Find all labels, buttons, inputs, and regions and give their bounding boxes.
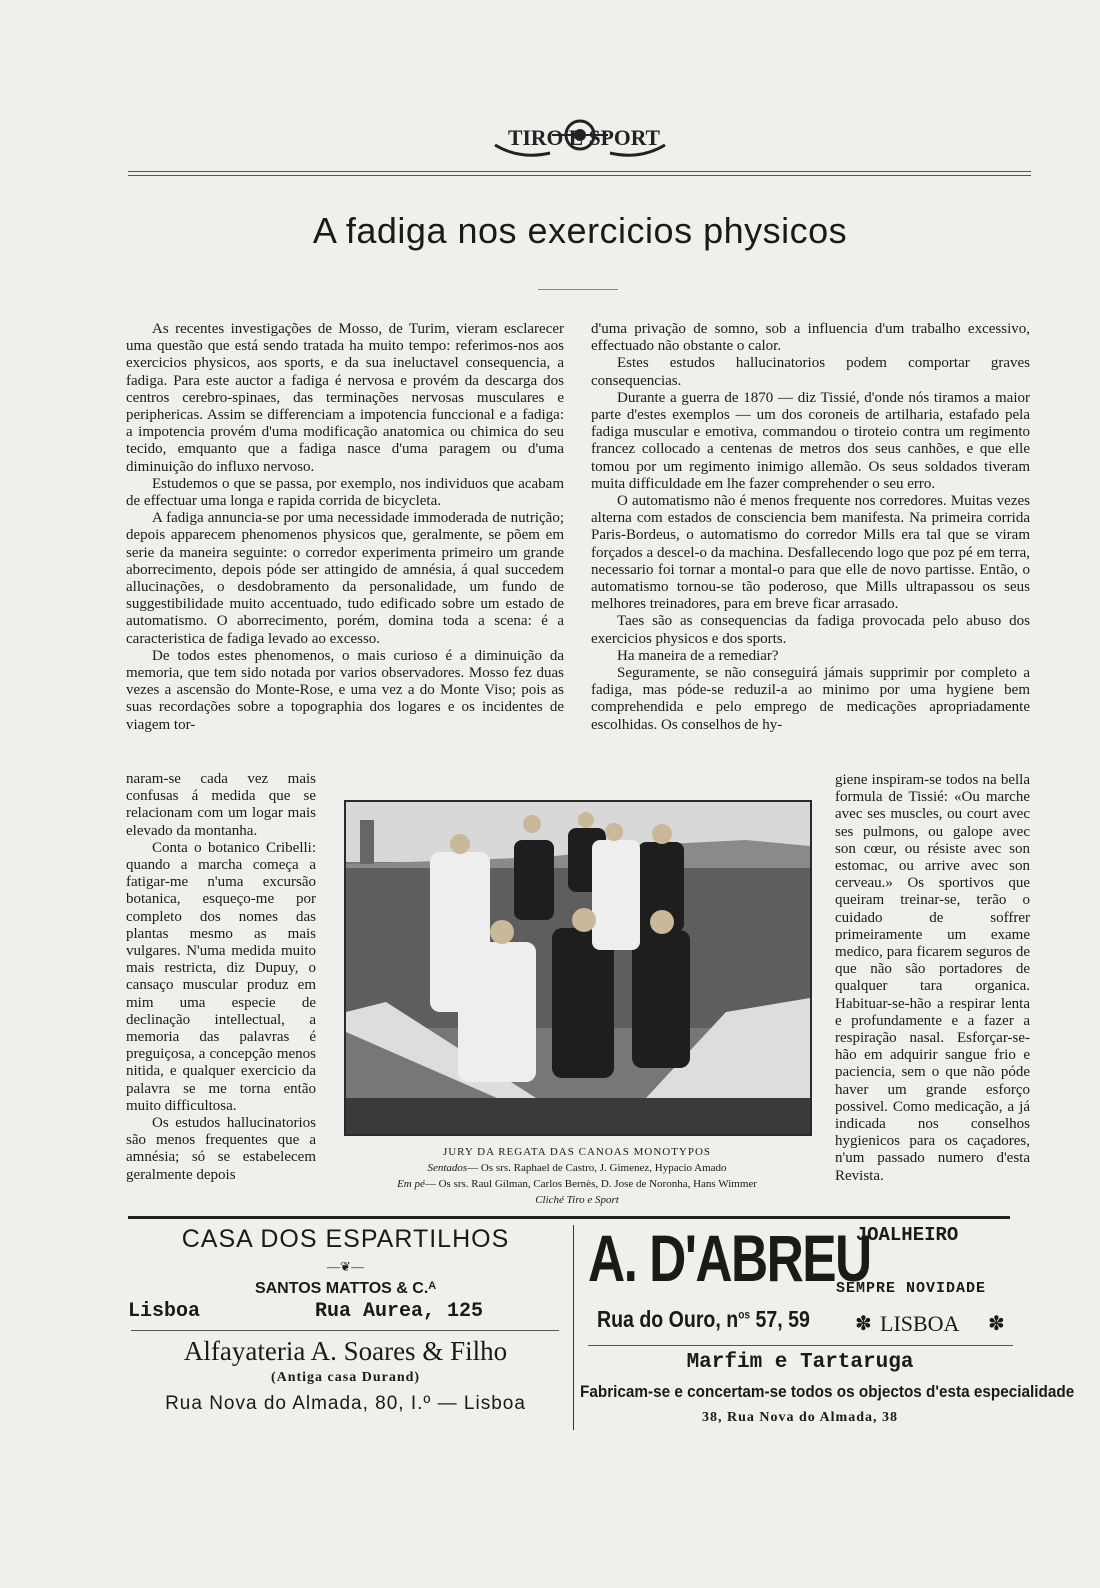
ad-dabreu-city: LISBOA: [880, 1311, 960, 1336]
paragraph: Estes estudos hallucinatorios podem comportar graves consequencias.: [591, 355, 1030, 389]
ad-street: Rua Aurea, 125: [315, 1300, 484, 1323]
paragraph: Durante a guerra de 1870 — diz Tissié, d'onde nós tiramos a maior parte d'estes exemplos — um dos coroneis de artilharia, estafado pela fadiga muscular e emotiva, commandou o tiroteio contra um regimento francez collocado a centenas de metros dos seus canhões, e que elle tomou por um regimento inimigo allemão. Os seus soldados tiveram muita difficuldade em lhe fazer comprehender o seu erro.: [591, 389, 1030, 492]
header-rule: [128, 171, 1031, 172]
ads-divider: [573, 1225, 574, 1430]
article-column-left-narrow: [126, 771, 316, 1184]
ads-top-rule: [128, 1216, 1010, 1219]
ad-ornament: —❦—: [327, 1259, 364, 1274]
caption-seated: Sentados— Os srs. Raphael de Castro, J. Gimenez, Hypacio Amado: [427, 1162, 727, 1174]
ad-dabreu-tagline: SEMPRE NOVIDADE: [835, 1280, 987, 1297]
ad-owner: SANTOS MATTOS & C.ᴬ: [254, 1280, 437, 1297]
article-title: A fadiga nos exercicios physicos: [312, 210, 848, 251]
paragraph: Taes são as consequencias da fadiga provocada pelo abuso dos exercicios physicos e dos sports.: [591, 613, 1030, 647]
ad-alfayateria-sub: (Antiga casa Durand): [270, 1370, 421, 1385]
masthead-logo-text: TIRO E SPORT: [508, 125, 661, 150]
paragraph: As recentes investigações de Mosso, de Turim, vieram esclarecer uma questão que está sendo tratada ha muito tempo: referimos-nos aos exercicios physicos, aos sports, e da sua ineluctavel consequencia, a fadiga. Para este auctor a fadiga é nervosa e provém da descarga dos centros cerebro-spinaes, das terminações nervosas musculares e periphericas. Assim se differenciam a impotencia funccional e a fadiga: a impotencia provém d'uma modificação anatomica ou chimica do seu tecido, emquanto que a fadiga nasce d'uma paragem ou d'uma diminuição do influxo nervoso.: [126, 321, 564, 475]
paragraph: naram-se cada vez mais confusas á medida que se relacionam com um logar mais elevado da montanha.: [126, 771, 316, 839]
ad-city: Lisboa: [128, 1300, 201, 1323]
caption-credit: Cliché Tiro e Sport: [535, 1194, 619, 1206]
paragraph: O automatismo não é menos frequente nos corredores. Muitas vezes alterna com estados de consciencia bem manifesta. Na primeira corrida Paris-Bordeus, o automatismo do corredor Mills era tal que se viram forçados a descel-o da machina. Desfallecendo logo que poz pé em terra, necessario foi tornar a montal-o para que elle de novo partisse. Então, o automatismo tornou-se tão poderoso, que Mills ultrapassou os seus melhores treinadores, para em breve ficar arrasado.: [591, 493, 1030, 613]
ad-dabreu-line3: Fabricam-se e concertam-se todos os objectos d'esta especialidade: [580, 1382, 1075, 1401]
article-column-left: [126, 321, 564, 734]
paragraph: Conta o botanico Cribelli: quando a marcha começa a fatigar-me n'uma excursão botanica, esqueço-me por completo dos nomes das plantas mesmo as mais vulgares. N'uma medida muito mais restricta, diz Dupuy, o cansaço muscular produz em mim uma especie de declinação intellectual, a memoria das palavras é preguiçosa, a concepção menos nitida, e qualquer exercicio da palavra se me torna então muito difficultosa.: [126, 839, 316, 1114]
masthead-logo: [0, 115, 1100, 165]
ad-alfayateria-address: Rua Nova do Almada, 80, I.º — Lisboa: [165, 1393, 526, 1414]
ad-dabreu-line4: 38, Rua Nova do Almada, 38: [702, 1410, 898, 1425]
photo-image: [346, 802, 810, 1134]
ad-alfayateria-name: Alfayateria A. Soares & Filho: [183, 1336, 508, 1366]
paragraph: Ha maneira de a remediar?: [617, 647, 779, 664]
paragraph: d'uma privação de somno, sob a influencia d'um trabalho excessivo, effectuado não obstante o calor.: [591, 321, 1030, 355]
masthead: [0, 115, 1100, 165]
caption-title: JURY DA REGATA DAS CANOAS MONOTYPOS: [442, 1146, 712, 1158]
article-column-right-narrow: [835, 772, 1030, 1185]
paragraph: De todos estes phenomenos, o mais curioso é a diminuição da memoria, que tem sido notada por varios observadores. Mosso fez duas vezes a ascensão do Monte-Rose, e uma vez a do Monte Viso; pois as suas recordações sobre a topographia dos logares e os incidentes de viagem tor-: [126, 647, 564, 733]
ad-casa-espartilhos-name: CASA DOS ESPARTILHOS: [181, 1225, 510, 1253]
header-rule-2: [128, 175, 1031, 176]
paragraph: Os estudos hallucinatorios são menos frequentes que a amnésia; só se estabelecem geralmente depois: [126, 1115, 316, 1183]
flower-icon: ✽: [855, 1313, 872, 1335]
title-divider: [538, 289, 618, 290]
paragraph: giene inspiram-se todos na bella formula de Tissié: «Ou marche avec ses muscles, ou court avec ses pulmons, ou galope avec son cœur, ou résiste avec son estomac, ou arrive avec son cerveau.» Os sportivos que queiram treinar-se, terão o cuidado de soffrer primeiramente um exame medico, para ficarem seguros de que não são portadores de qualquer tara organica. Habituar-se-hão a respirar lenta e profundamente e a fazer a respiração nasal. Esforçar-se-hão em adquirir sangue frio e paciencia, sem o que não póde haver um grande esforço possivel. Como medicação, a já indicada nos conselhos hygienicos para os caçadores, n'um passado numero d'esta Revista.: [835, 772, 1030, 1184]
ad-dabreu-line2: Marfim e Tartaruga: [686, 1351, 914, 1374]
photo-caption: [342, 1144, 812, 1208]
flower-icon: ✽: [988, 1313, 1005, 1335]
photo-jury-regata: [344, 800, 812, 1136]
ad-dabreu-name: A. D'ABREU: [588, 1221, 871, 1295]
ad-inner-rule: [131, 1330, 559, 1331]
caption-standing: Em pé— Os srs. Raul Gilman, Carlos Bernès, D. Jose de Noronha, Hans Wimmer: [397, 1178, 757, 1190]
paragraph: A fadiga annuncia-se por uma necessidade immoderada de nutrição; depois apparecem phenomenos physicos que, geralmente, se põem em serie da maneira seguinte: o corredor experimenta primeiro um grande aborrecimento, depois póde ser attingido de amnésia, á qual succedem allucinações, o desdobramento da personalidade, um fundo de suggestibilidade muito accentuado, tudo edificado sobre um estado de automatismo. O aborrecimento, porém, domina toda a scena: é a caracteristica de fadiga levado ao excesso.: [126, 510, 564, 647]
ad-dabreu-trade: JOALHEIRO: [855, 1224, 959, 1246]
ad-dabreu-address: Rua do Ouro, $n^{os}$ 57, 59: [597, 1306, 810, 1332]
paragraph: Estudemos o que se passa, por exemplo, nos individuos que acabam de effectuar uma longa e rapida corrida de bicycleta.: [126, 475, 564, 510]
article-column-right: [591, 321, 1030, 734]
paragraph: Seguramente, se não conseguirá jámais supprimir por completo a fadiga, mas póde-se reduzil-a ao minimo por uma hygiene bem comprehendida e pelo emprego de medicações apropriadamente escolhidas. Os conselhos de hy-: [591, 665, 1030, 733]
ad-right-rule: [588, 1345, 1013, 1346]
